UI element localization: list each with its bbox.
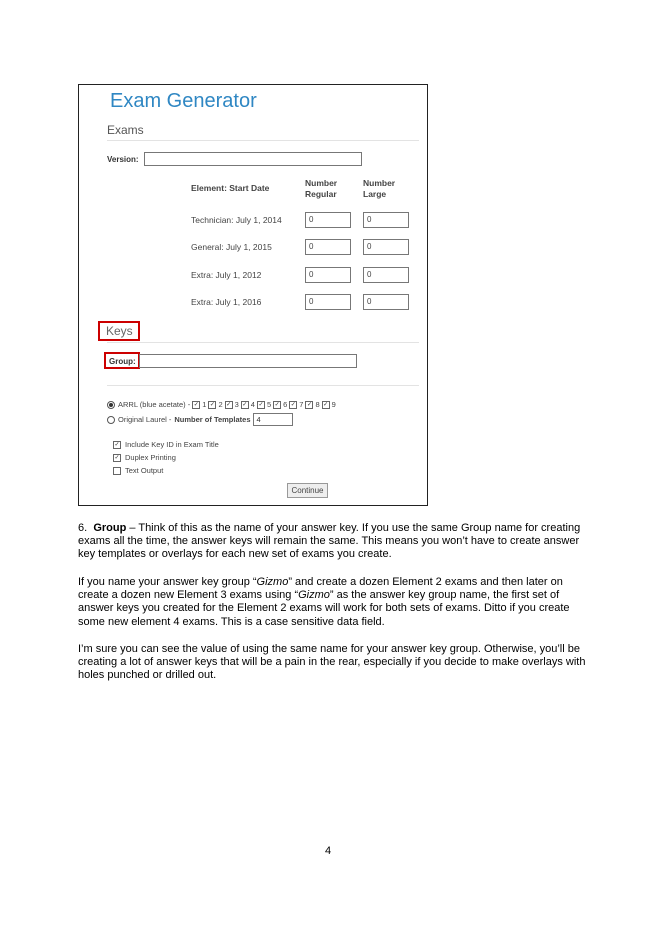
large-count-input[interactable]: 0 bbox=[363, 294, 409, 310]
checkmark-icon: ✓ bbox=[258, 401, 264, 408]
checkmark-icon: ✓ bbox=[226, 401, 232, 408]
row-label: General: July 1, 2015 bbox=[191, 242, 272, 252]
arrl-checkbox[interactable]: ✓ 5 bbox=[258, 400, 272, 409]
checkmark-icon[interactable]: ✓ bbox=[114, 441, 120, 448]
checkmark-icon: ✓ bbox=[242, 401, 248, 408]
group-input[interactable] bbox=[139, 354, 357, 368]
laurel-option[interactable] bbox=[107, 413, 293, 426]
checkmark-icon: ✓ bbox=[209, 401, 215, 408]
paragraph-gizmo-example: If you name your answer key group “Gizmo” and create a dozen Element 2 exams and then later on create a dozen new Element 3 exams using “Gizmo” as the answer key group name, the first set of answer keys you created for the Element 2 exams will work for both sets of exams. Ditto if you create some new element 4 exams. This is a case sensitive data field. bbox=[78, 576, 570, 628]
radio-unselected-icon[interactable] bbox=[107, 416, 115, 424]
arrl-checkbox[interactable]: ✓ 3 bbox=[226, 400, 239, 409]
page-number: 4 bbox=[325, 845, 332, 857]
arrl-checkbox[interactable]: ✓ 8 bbox=[306, 400, 320, 409]
templates-label: Number of Templates bbox=[174, 415, 251, 424]
checkmark-icon: ✓ bbox=[193, 401, 199, 408]
regular-count-input[interactable]: 0 bbox=[305, 267, 351, 283]
row-label: Extra: July 1, 2016 bbox=[191, 297, 262, 307]
checkmark-icon: ✓ bbox=[290, 401, 296, 408]
arrl-label: ARRL (blue acetate) - bbox=[118, 400, 191, 409]
duplex-printing-option[interactable]: ✓ Duplex Printing bbox=[114, 453, 176, 462]
radio-selected-icon[interactable] bbox=[107, 401, 115, 409]
arrl-checkbox-group bbox=[192, 400, 338, 409]
exam-generator-screenshot bbox=[78, 84, 428, 506]
arrl-option[interactable] bbox=[107, 400, 338, 409]
version-label: Version: bbox=[107, 155, 139, 164]
app-title: Exam Generator bbox=[110, 90, 257, 112]
regular-count-input[interactable]: 0 bbox=[305, 239, 351, 255]
include-key-id-option[interactable]: ✓ Include Key ID in Exam Title bbox=[114, 440, 219, 449]
large-count-input[interactable]: 0 bbox=[363, 239, 409, 255]
large-count-input[interactable]: 0 bbox=[363, 267, 409, 283]
regular-count-input[interactable]: 0 bbox=[305, 294, 351, 310]
exams-section-title: Exams bbox=[107, 123, 144, 137]
row-label: Technician: July 1, 2014 bbox=[191, 215, 282, 225]
arrl-checkbox[interactable]: ✓ 2 bbox=[209, 400, 223, 409]
continue-button[interactable]: Continue bbox=[287, 483, 328, 498]
arrl-checkbox[interactable]: ✓ 4 bbox=[242, 400, 255, 409]
col-element-header: Element: Start Date bbox=[191, 183, 270, 193]
empty-checkbox-icon[interactable] bbox=[113, 467, 121, 475]
paragraph-group: 6. Group – Think of this as the name of your answer key. If you use the same Group name for creating exams all the time, the answer keys will remain the same. This means you won’t have to create answer key templates or overlays for each new set of exams you create. bbox=[78, 522, 581, 561]
large-count-input[interactable]: 0 bbox=[363, 212, 409, 228]
templates-input[interactable]: 4 bbox=[253, 413, 293, 426]
regular-count-input[interactable]: 0 bbox=[305, 212, 351, 228]
row-label: Extra: July 1, 2012 bbox=[191, 270, 262, 280]
divider bbox=[107, 140, 419, 141]
checkmark-icon: ✓ bbox=[306, 401, 312, 408]
group-label: Group: bbox=[109, 357, 136, 366]
arrl-checkbox[interactable]: ✓ 9 bbox=[323, 400, 336, 409]
divider bbox=[107, 385, 419, 386]
arrl-checkbox[interactable]: ✓ 1 bbox=[193, 400, 207, 409]
laurel-label: Original Laurel - bbox=[118, 415, 172, 424]
col-regular-header: Number Regular bbox=[305, 178, 338, 199]
paragraph-same-name: I’m sure you can see the value of using the same name for your answer key group. Otherwise, you’ll be creating a lot of answer keys that will be a pain in the rear, especially if you decide to make overlays with holes punched or drilled out. bbox=[78, 643, 586, 682]
col-large-header: Number Large bbox=[363, 178, 396, 199]
text-output-option[interactable]: Text Output bbox=[113, 466, 163, 475]
checkmark-icon[interactable]: ✓ bbox=[114, 454, 120, 461]
divider bbox=[107, 342, 419, 343]
arrl-checkbox[interactable]: ✓ 6 bbox=[274, 400, 288, 409]
keys-section-title: Keys bbox=[106, 324, 133, 338]
arrl-checkbox[interactable]: ✓ 7 bbox=[290, 400, 304, 409]
version-input[interactable] bbox=[144, 152, 362, 166]
checkmark-icon: ✓ bbox=[274, 401, 280, 408]
checkmark-icon: ✓ bbox=[323, 401, 329, 408]
